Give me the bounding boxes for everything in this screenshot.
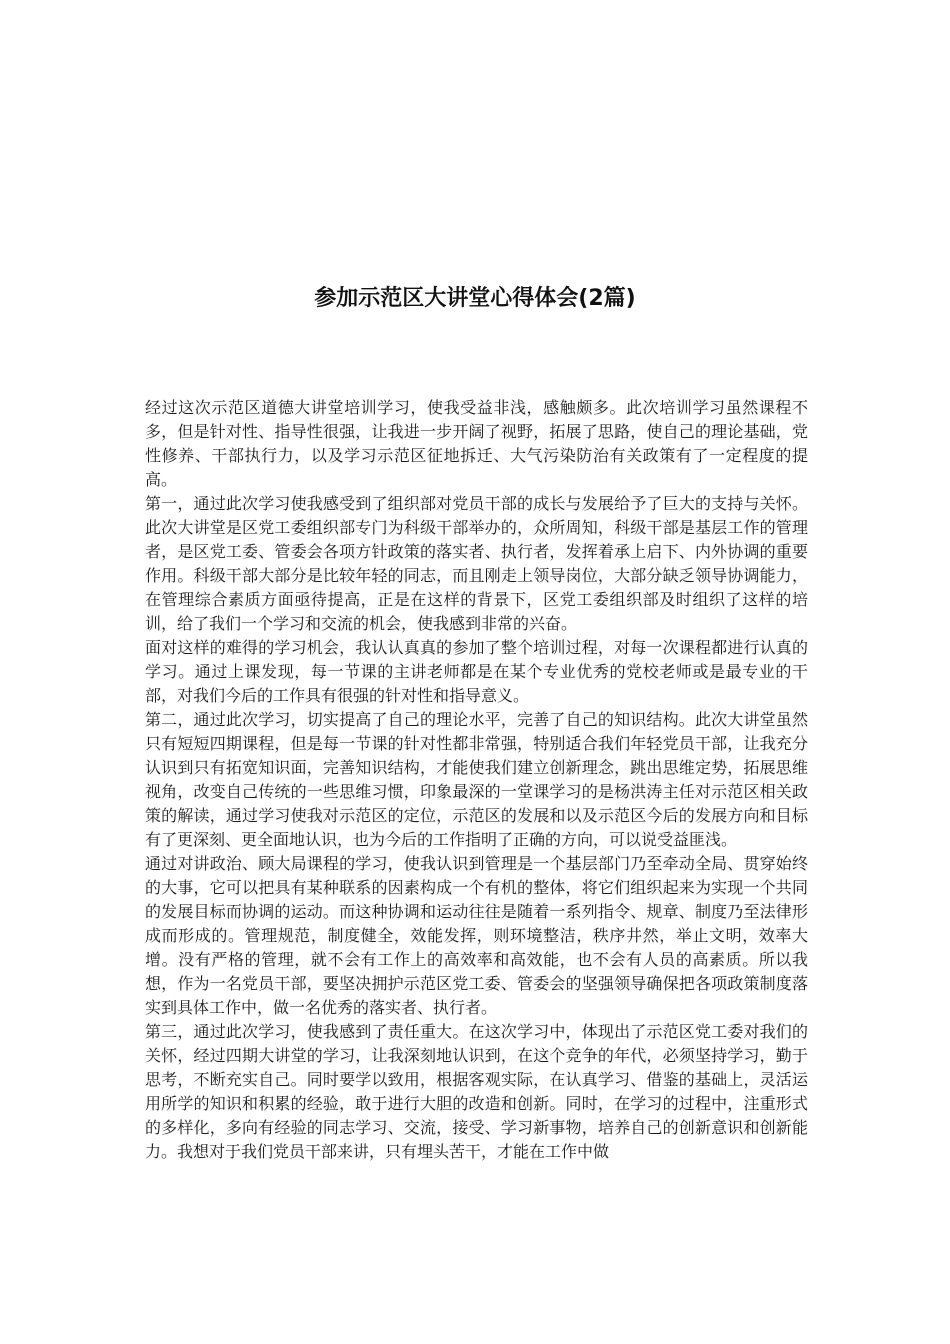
paragraph-learning-opportunity: 面对这样的难得的学习机会，我认认真真的参加了整个培训过程，对每一次课程都进行认真的学习。通过上课发现，每一节课的主讲老师都是在某个专业优秀的党校老师或是最专业的干部，对我们今后的工作具有很强的针对性和指导意义。 bbox=[145, 638, 808, 705]
paragraph-first-point: 第一，通过此次学习使我感受到了组织部对党员干部的成长与发展给予了巨大的支持与关怀。此次大讲堂是区党工委组织部专门为科级干部举办的，众所周知，科级干部是基层工作的管理者，是区党工委、管委会各项方针政策的落实者、执行者，发挥着承上启下、内外协调的重要作用。科级干部大部分是比较年轻的同志，而且刚走上领导岗位，大部分缺乏领导协调能力，在管理综合素质方面亟待提高，正是在这样的背景下，区党工委组织部及时组织了这样的培训，给了我们一个学习和交流的机会，使我感到非常的兴奋。 bbox=[145, 494, 808, 633]
paragraph-management: 通过对讲政治、顾大局课程的学习，使我认识到管理是一个基层部门乃至牵动全局、贯穿始终的大事，它可以把具有某种联系的因素构成一个有机的整体，将它们组织起来为实现一个共同的发展目标而协调的运动。而这种协调和运动往往是随着一系列指令、规章、制度乃至法律形成而形成的。管理规范，制度健全，效能发挥，则环境整洁，秩序井然，举止文明，效率大增。没有严格的管理，就不会有工作上的高效率和高效能，也不会有人员的高素质。所以我想，作为一名党员干部，要坚决拥护示范区党工委、管委会的坚强领导确保把各项政策制度落实到具体工作中，做一名优秀的落实者、执行者。 bbox=[145, 854, 808, 1017]
paragraph-third-point: 第三，通过此次学习，使我感到了责任重大。在这次学习中，体现出了示范区党工委对我们的关怀，经过四期大讲堂的学习，让我深刻地认识到，在这个竞争的年代，必须坚持学习，勤于思考，不断充实自己。同时要学以致用，根据客观实际，在认真学习、借鉴的基础上，灵活运用所学的知识和积累的经验，敢于进行大胆的改造和创新。同时，在学习的过程中，注重形式的多样化，多向有经验的同志学习、交流，接受、学习新事物，培养自己的创新意识和创新能力。我想对于我们党员干部来讲，只有埋头苦干，才能在工作中做 bbox=[145, 1022, 808, 1161]
paragraph-second-point: 第二，通过此次学习，切实提高了自己的理论水平，完善了自己的知识结构。此次大讲堂虽然只有短短四期课程，但是每一节课的针对性都非常强，特别适合我们年轻党员干部，让我充分认识到只有拓宽知识面，完善知识结构，才能使我们建立创新理念，跳出思维定势，拓展思维视角，改变自己传统的一些思维习惯，印象最深的一堂课学习的是杨洪涛主任对示范区相关政策的解读，通过学习使我对示范区的定位，示范区的发展和以及示范区今后的发展方向和目标有了更深刻、更全面地认识，也为今后的工作指明了正确的方向，可以说受益匪浅。 bbox=[145, 710, 808, 849]
paragraph-intro: 经过这次示范区道德大讲堂培训学习，使我受益非浅，感触颇多。此次培训学习虽然课程不多，但是针对性、指导性很强，让我进一步开阔了视野，拓展了思路，使自己的理论基础，党性修养、干部执行力，以及学习示范区征地拆迁、大气污染防治有关政策有了一定程度的提高。 bbox=[145, 398, 808, 489]
document-title: 参加示范区大讲堂心得体会(2篇) bbox=[314, 286, 636, 311]
document-body bbox=[145, 396, 808, 1164]
